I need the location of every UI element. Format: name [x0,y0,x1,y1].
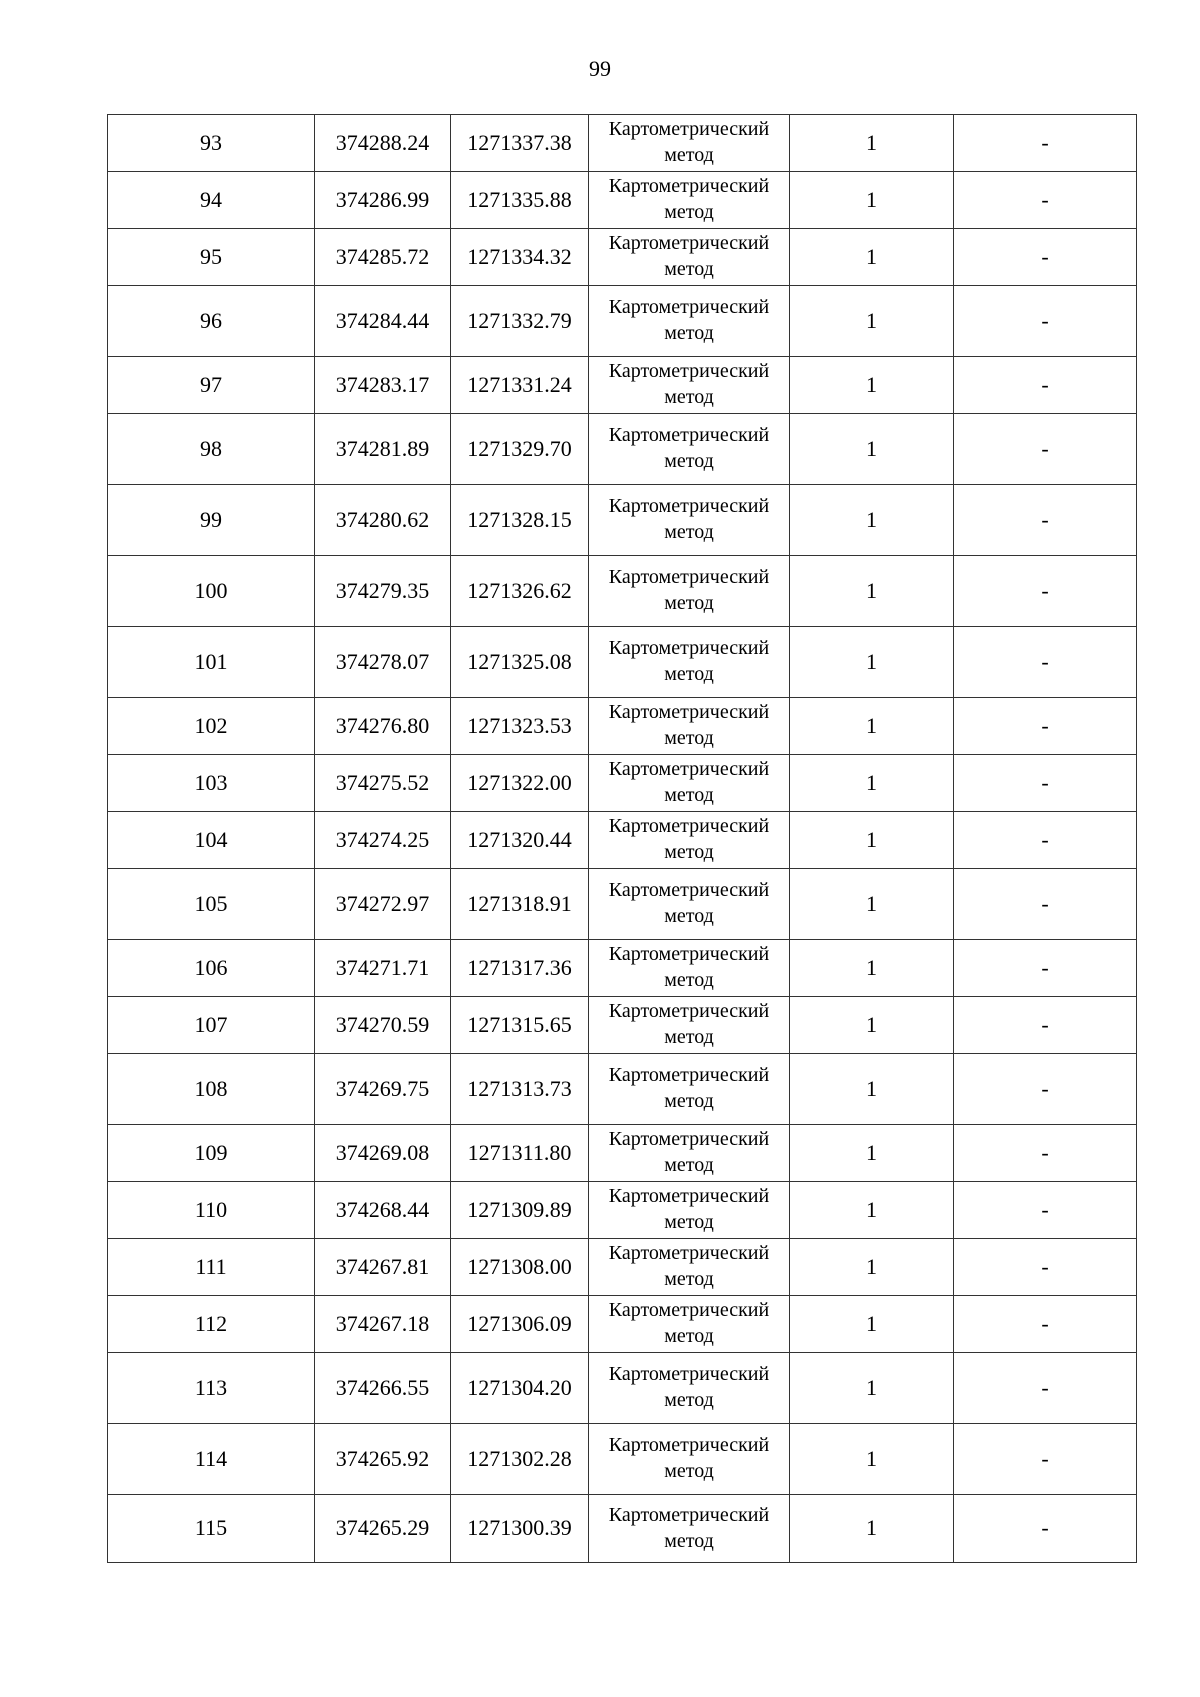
method-cell: Картометрический метод [589,172,790,229]
point-number-cell: 115 [108,1495,315,1563]
x-coordinate-cell: 374267.18 [315,1296,451,1353]
x-coordinate-cell: 374283.17 [315,357,451,414]
y-coordinate-cell: 1271329.70 [451,414,589,485]
method-cell: Картометрический метод [589,1424,790,1495]
method-cell: Картометрический метод [589,229,790,286]
x-coordinate-cell: 374281.89 [315,414,451,485]
accuracy-cell: 1 [790,812,954,869]
x-coordinate-cell: 374269.08 [315,1125,451,1182]
x-coordinate-cell: 374265.29 [315,1495,451,1563]
note-cell: - [954,755,1137,812]
table-row [108,115,1137,172]
accuracy-cell: 1 [790,1125,954,1182]
point-number-cell: 98 [108,414,315,485]
point-number-cell: 111 [108,1239,315,1296]
method-cell: Картометрический метод [589,940,790,997]
point-number-cell: 95 [108,229,315,286]
note-cell: - [954,357,1137,414]
point-number-cell: 104 [108,812,315,869]
table-row [108,627,1137,698]
x-coordinate-cell: 374271.71 [315,940,451,997]
x-coordinate-cell: 374280.62 [315,485,451,556]
note-cell: - [954,1424,1137,1495]
table-row [108,286,1137,357]
x-coordinate-cell: 374265.92 [315,1424,451,1495]
x-coordinate-cell: 374285.72 [315,229,451,286]
method-cell: Картометрический метод [589,1125,790,1182]
y-coordinate-cell: 1271326.62 [451,556,589,627]
point-number-cell: 93 [108,115,315,172]
x-coordinate-cell: 374275.52 [315,755,451,812]
table-row [108,940,1137,997]
y-coordinate-cell: 1271325.08 [451,627,589,698]
method-cell: Картометрический метод [589,627,790,698]
point-number-cell: 106 [108,940,315,997]
method-cell: Картометрический метод [589,698,790,755]
note-cell: - [954,172,1137,229]
note-cell: - [954,414,1137,485]
point-number-cell: 97 [108,357,315,414]
y-coordinate-cell: 1271308.00 [451,1239,589,1296]
x-coordinate-cell: 374284.44 [315,286,451,357]
accuracy-cell: 1 [790,755,954,812]
coordinates-table [107,114,1137,1563]
accuracy-cell: 1 [790,286,954,357]
table-row [108,698,1137,755]
point-number-cell: 96 [108,286,315,357]
accuracy-cell: 1 [790,1182,954,1239]
table-row [108,172,1137,229]
accuracy-cell: 1 [790,1424,954,1495]
table-row [108,556,1137,627]
point-number-cell: 102 [108,698,315,755]
point-number-cell: 109 [108,1125,315,1182]
note-cell: - [954,1296,1137,1353]
note-cell: - [954,1054,1137,1125]
table-row [108,1353,1137,1424]
y-coordinate-cell: 1271304.20 [451,1353,589,1424]
accuracy-cell: 1 [790,115,954,172]
method-cell: Картометрический метод [589,115,790,172]
point-number-cell: 100 [108,556,315,627]
x-coordinate-cell: 374278.07 [315,627,451,698]
y-coordinate-cell: 1271306.09 [451,1296,589,1353]
table-row [108,1495,1137,1563]
method-cell: Картометрический метод [589,286,790,357]
accuracy-cell: 1 [790,940,954,997]
method-cell: Картометрический метод [589,556,790,627]
method-cell: Картометрический метод [589,755,790,812]
note-cell: - [954,1495,1137,1563]
table-row [108,1054,1137,1125]
y-coordinate-cell: 1271337.38 [451,115,589,172]
point-number-cell: 112 [108,1296,315,1353]
method-cell: Картометрический метод [589,1353,790,1424]
point-number-cell: 103 [108,755,315,812]
note-cell: - [954,1182,1137,1239]
accuracy-cell: 1 [790,229,954,286]
point-number-cell: 101 [108,627,315,698]
table-row [108,414,1137,485]
accuracy-cell: 1 [790,485,954,556]
x-coordinate-cell: 374269.75 [315,1054,451,1125]
accuracy-cell: 1 [790,1239,954,1296]
accuracy-cell: 1 [790,627,954,698]
y-coordinate-cell: 1271315.65 [451,997,589,1054]
x-coordinate-cell: 374279.35 [315,556,451,627]
point-number-cell: 99 [108,485,315,556]
table-row [108,1182,1137,1239]
page-number: 99 [589,56,611,81]
y-coordinate-cell: 1271322.00 [451,755,589,812]
y-coordinate-cell: 1271335.88 [451,172,589,229]
x-coordinate-cell: 374286.99 [315,172,451,229]
point-number-cell: 94 [108,172,315,229]
note-cell: - [954,698,1137,755]
method-cell: Картометрический метод [589,1296,790,1353]
note-cell: - [954,940,1137,997]
accuracy-cell: 1 [790,556,954,627]
note-cell: - [954,1125,1137,1182]
point-number-cell: 107 [108,997,315,1054]
accuracy-cell: 1 [790,1296,954,1353]
y-coordinate-cell: 1271313.73 [451,1054,589,1125]
note-cell: - [954,556,1137,627]
method-cell: Картометрический метод [589,869,790,940]
y-coordinate-cell: 1271300.39 [451,1495,589,1563]
table-row [108,1296,1137,1353]
y-coordinate-cell: 1271302.28 [451,1424,589,1495]
accuracy-cell: 1 [790,997,954,1054]
table-row [108,229,1137,286]
accuracy-cell: 1 [790,357,954,414]
note-cell: - [954,1353,1137,1424]
table-row [108,755,1137,812]
table-row [108,1239,1137,1296]
x-coordinate-cell: 374270.59 [315,997,451,1054]
note-cell: - [954,115,1137,172]
accuracy-cell: 1 [790,172,954,229]
y-coordinate-cell: 1271331.24 [451,357,589,414]
y-coordinate-cell: 1271309.89 [451,1182,589,1239]
method-cell: Картометрический метод [589,357,790,414]
note-cell: - [954,1239,1137,1296]
x-coordinate-cell: 374288.24 [315,115,451,172]
note-cell: - [954,869,1137,940]
method-cell: Картометрический метод [589,812,790,869]
y-coordinate-cell: 1271318.91 [451,869,589,940]
table-row [108,485,1137,556]
y-coordinate-cell: 1271328.15 [451,485,589,556]
y-coordinate-cell: 1271332.79 [451,286,589,357]
accuracy-cell: 1 [790,698,954,755]
point-number-cell: 110 [108,1182,315,1239]
y-coordinate-cell: 1271334.32 [451,229,589,286]
accuracy-cell: 1 [790,1495,954,1563]
note-cell: - [954,286,1137,357]
method-cell: Картометрический метод [589,485,790,556]
note-cell: - [954,997,1137,1054]
y-coordinate-cell: 1271320.44 [451,812,589,869]
method-cell: Картометрический метод [589,1495,790,1563]
method-cell: Картометрический метод [589,1182,790,1239]
x-coordinate-cell: 374274.25 [315,812,451,869]
x-coordinate-cell: 374266.55 [315,1353,451,1424]
method-cell: Картометрический метод [589,1054,790,1125]
x-coordinate-cell: 374268.44 [315,1182,451,1239]
table-row [108,1125,1137,1182]
note-cell: - [954,812,1137,869]
point-number-cell: 105 [108,869,315,940]
accuracy-cell: 1 [790,869,954,940]
x-coordinate-cell: 374267.81 [315,1239,451,1296]
y-coordinate-cell: 1271311.80 [451,1125,589,1182]
y-coordinate-cell: 1271317.36 [451,940,589,997]
x-coordinate-cell: 374276.80 [315,698,451,755]
method-cell: Картометрический метод [589,414,790,485]
point-number-cell: 114 [108,1424,315,1495]
accuracy-cell: 1 [790,1054,954,1125]
note-cell: - [954,229,1137,286]
method-cell: Картометрический метод [589,1239,790,1296]
table-row [108,812,1137,869]
point-number-cell: 108 [108,1054,315,1125]
table-body [108,115,1137,1563]
note-cell: - [954,485,1137,556]
table-row [108,357,1137,414]
table-row [108,997,1137,1054]
y-coordinate-cell: 1271323.53 [451,698,589,755]
table-row [108,869,1137,940]
point-number-cell: 113 [108,1353,315,1424]
accuracy-cell: 1 [790,414,954,485]
method-cell: Картометрический метод [589,997,790,1054]
accuracy-cell: 1 [790,1353,954,1424]
x-coordinate-cell: 374272.97 [315,869,451,940]
note-cell: - [954,627,1137,698]
table-row [108,1424,1137,1495]
